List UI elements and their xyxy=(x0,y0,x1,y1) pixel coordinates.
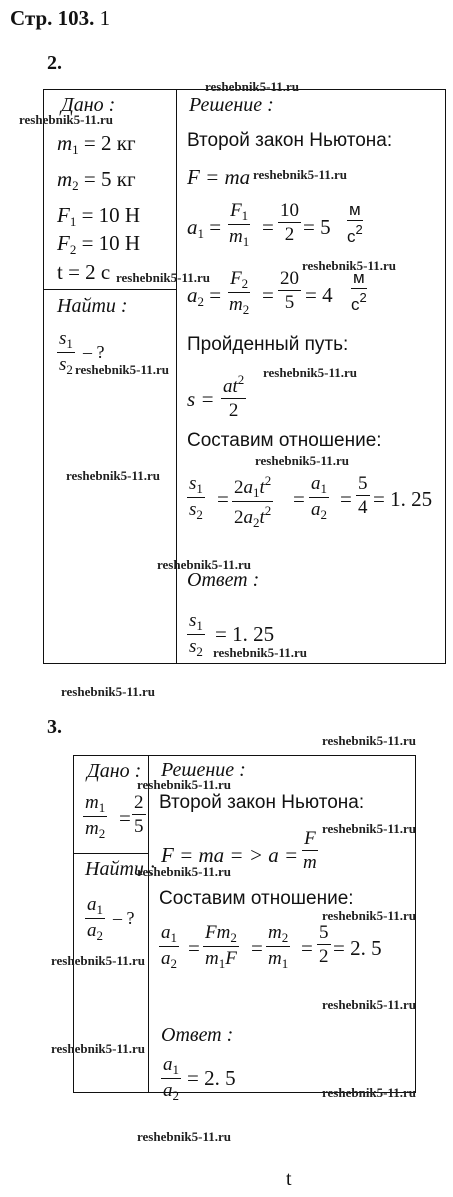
given-F2: $F_2 = 10$ Н xyxy=(57,231,141,257)
answer-ratio: $\frac{s_1}{s_2}$ xyxy=(189,610,203,659)
answer-title: Ответ : xyxy=(187,569,260,591)
answer-value: = 2. 5 xyxy=(187,1066,236,1090)
a1-fraction: $\frac{F_1}{m_1}$ xyxy=(229,200,250,249)
table-column-divider xyxy=(148,755,149,1093)
watermark: reshebnik5-11.ru xyxy=(116,270,211,285)
find-suffix: – ? xyxy=(113,908,135,928)
formula-fraction: $\frac{F}{m}$ xyxy=(303,828,317,873)
ratio-m: $\frac{m_2}{m_1}$ xyxy=(268,922,289,971)
ratio-title: Составим отношение: xyxy=(187,430,382,451)
table-bottom-border xyxy=(43,663,446,664)
page-header xyxy=(10,6,110,31)
answer-ratio: $\frac{a_1}{a_2}$ xyxy=(163,1054,179,1103)
ratio-value: $\frac{5}{4}$ xyxy=(358,473,368,518)
table-top-border xyxy=(73,755,416,756)
problem-3-number: 3. xyxy=(47,716,62,738)
find-title: Найти : xyxy=(57,295,128,317)
ratio-eq-2: = xyxy=(293,487,305,511)
watermark: reshebnik5-11.ru xyxy=(322,821,417,836)
formula-newton: F = ma = > a = xyxy=(161,843,299,867)
page-mark: 1 xyxy=(99,6,111,30)
watermark: reshebnik5-11.ru xyxy=(51,1041,146,1056)
a2-lhs: $a_2$ = xyxy=(187,283,222,309)
distance-lhs: s = xyxy=(187,387,215,411)
table-right-border xyxy=(445,89,446,664)
a2-result: = 4 xyxy=(305,283,333,307)
watermark: reshebnik5-11.ru xyxy=(137,1129,232,1144)
a2-eq: = xyxy=(262,283,274,307)
watermark: reshebnik5-11.ru xyxy=(51,953,146,968)
watermark: reshebnik5-11.ru xyxy=(322,1085,417,1100)
a1-lhs: $a_1$ = xyxy=(187,215,222,241)
find-title: Найти : xyxy=(85,858,156,880)
distance-fraction: $\frac{at^2}{2}$ xyxy=(223,372,245,421)
table-column-divider xyxy=(176,89,177,664)
find-ratio: $\frac{s_1}{s_2}$ xyxy=(59,328,73,377)
ratio-eq-2: = xyxy=(251,936,263,960)
watermark: reshebnik5-11.ru xyxy=(75,362,170,377)
given-m2: $m_2 = 5$ кг xyxy=(57,167,136,193)
ratio-full: $\frac{Fm_2}{m_1F}$ xyxy=(205,922,237,971)
a1-eq: = xyxy=(262,215,274,239)
formula-newton: F = ma xyxy=(187,165,251,189)
a2-fraction: $\frac{F_2}{m_2}$ xyxy=(229,268,250,317)
distance-title: Пройденный путь: xyxy=(187,334,349,355)
watermark: reshebnik5-11.ru xyxy=(137,777,232,792)
ratio-a: $\frac{a_1}{a_2}$ xyxy=(311,473,327,522)
ratio-title: Составим отношение: xyxy=(159,888,354,909)
ratio-eq-1: = xyxy=(217,487,229,511)
watermark: reshebnik5-11.ru xyxy=(66,468,161,483)
ratio-s: $\frac{s_1}{s_2}$ xyxy=(189,473,203,522)
given-title: Дано : xyxy=(87,760,142,782)
watermark: reshebnik5-11.ru xyxy=(322,997,417,1012)
a2-unit: м $с^2$ xyxy=(351,268,367,314)
page-number-label: Стр. 103. xyxy=(10,6,95,30)
a1-result: = 5 xyxy=(303,215,331,239)
table-right-border xyxy=(415,755,416,1093)
answer-title: Ответ : xyxy=(161,1024,234,1046)
ratio-a: $\frac{a_1}{a_2}$ xyxy=(161,922,177,971)
a1-value-fraction: $\frac{10}{2}$ xyxy=(280,200,299,245)
problem-2-number: 2. xyxy=(47,52,62,74)
ratio-eq-3: = xyxy=(301,936,313,960)
footer-mark: t xyxy=(286,1168,292,1190)
watermark: reshebnik5-11.ru xyxy=(213,645,308,660)
solution-title: Решение : xyxy=(161,759,246,781)
watermark: reshebnik5-11.ru xyxy=(137,864,232,879)
ratio-result: = 1. 25 xyxy=(373,487,433,511)
find-suffix: – ? xyxy=(83,342,105,362)
ratio-eq-1: = xyxy=(188,936,200,960)
watermark: reshebnik5-11.ru xyxy=(157,557,252,572)
given-m1: $m_1 = 2$ кг xyxy=(57,131,136,157)
a2-value-fraction: $\frac{20}{5}$ xyxy=(280,268,299,313)
watermark: reshebnik5-11.ru xyxy=(253,167,348,182)
law-title: Второй закон Ньютона: xyxy=(187,130,393,151)
given-mass-ratio: $\frac{m_1}{m_2}$ xyxy=(85,792,106,841)
solution-title: Решение : xyxy=(189,94,274,116)
watermark: reshebnik5-11.ru xyxy=(205,79,300,94)
table-given-divider xyxy=(43,289,177,290)
ratio-result: = 2. 5 xyxy=(333,936,382,960)
a1-unit: м $с^2$ xyxy=(347,200,363,246)
given-title: Дано : xyxy=(61,94,116,116)
watermark: reshebnik5-11.ru xyxy=(263,365,358,380)
table-left-border xyxy=(43,89,44,664)
find-ratio: $\frac{a_1}{a_2}$ xyxy=(87,894,103,943)
watermark: reshebnik5-11.ru xyxy=(322,908,417,923)
ratio-full: $\frac{2a_1t^2}{2a_2t^2}$ xyxy=(234,473,272,530)
law-title: Второй закон Ньютона: xyxy=(159,792,365,813)
ratio-eq-3: = xyxy=(340,487,352,511)
table-given-divider xyxy=(73,853,149,854)
ratio-value: $\frac{5}{2}$ xyxy=(319,922,329,967)
watermark: reshebnik5-11.ru xyxy=(19,112,114,127)
given-t: t = 2 c xyxy=(57,260,111,284)
watermark: reshebnik5-11.ru xyxy=(255,453,350,468)
watermark: reshebnik5-11.ru xyxy=(302,258,397,273)
answer-value: = 1. 25 xyxy=(215,622,275,646)
watermark: reshebnik5-11.ru xyxy=(61,684,156,699)
given-value: $\frac{2}{5}$ xyxy=(134,792,144,837)
given-eq: = xyxy=(119,806,131,830)
watermark: reshebnik5-11.ru xyxy=(322,733,417,748)
given-F1: $F_1 = 10$ Н xyxy=(57,203,141,229)
